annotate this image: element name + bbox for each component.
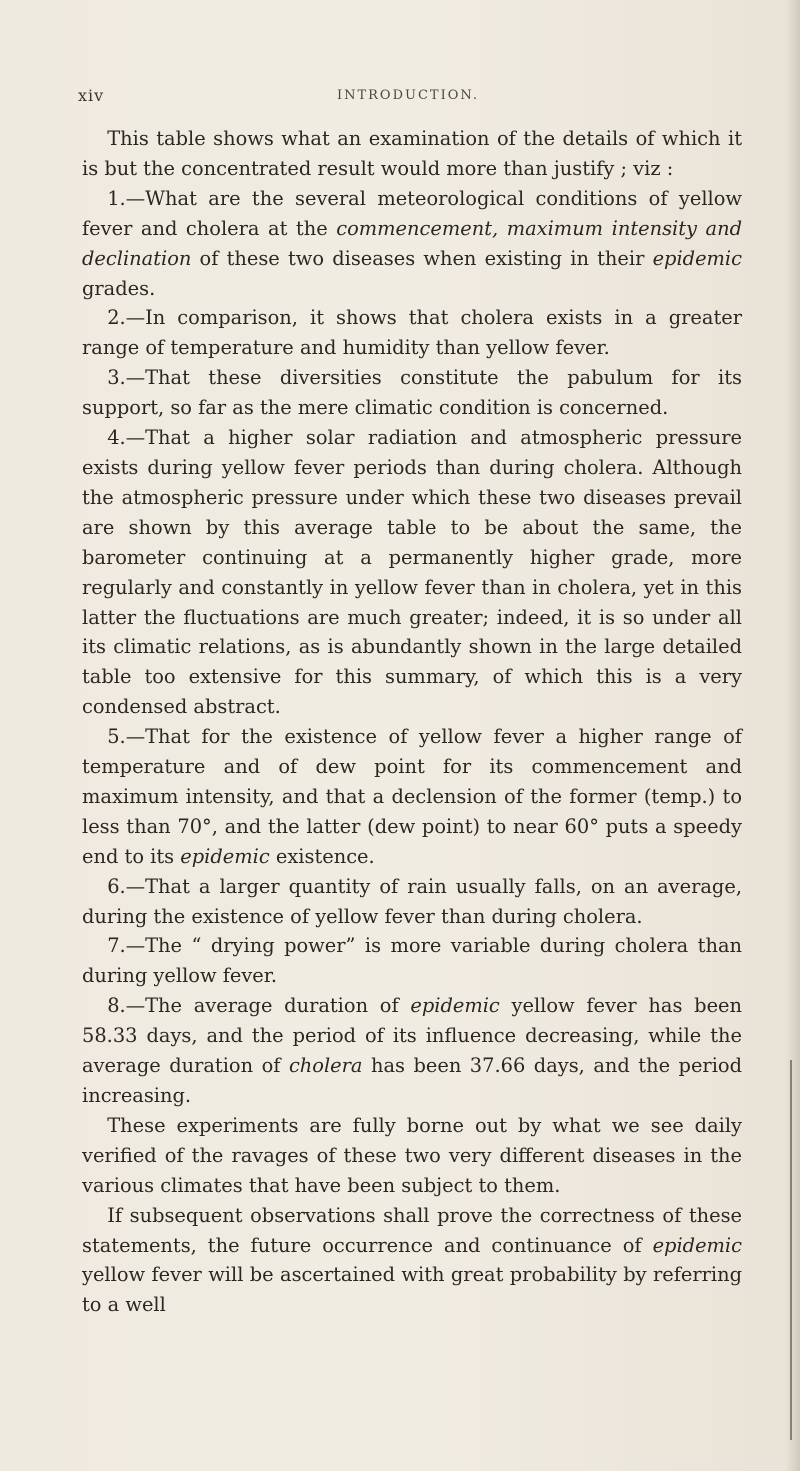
body-text (82, 124, 742, 1320)
italic-text: epidemic (652, 246, 742, 270)
text-segment: has been 37.66 days, and the period increasing. (82, 1054, 742, 1107)
paragraph-p9 (82, 1111, 742, 1201)
text-segment: 3.—That these diversities constitute the pabulum for its support, so far as the mere climatic condition is concerned. (82, 366, 742, 420)
text-segment: 8.—The average duration of (107, 994, 411, 1018)
text-segment: 6.—That a larger quantity of rain usually falls, on an average, during the existence of yellow fever than during cholera. (82, 874, 742, 928)
page-number: xiv (78, 86, 105, 105)
paragraph-p4 (82, 423, 742, 722)
italic-text: epidemic (652, 1233, 742, 1257)
text-segment: 5.—That for the existence of yellow fever a higher range of temperature and of dew point for its commencement and maximum intensity, and that a declension of the former (temp.) to less than 70°, and the latter (dew point) to near 60° puts a speedy end to its (82, 725, 742, 868)
paragraph-p7 (82, 931, 742, 991)
paragraph-p3 (82, 363, 742, 423)
text-segment: 7.—The “ drying power” is more variable during cholera than during yellow fever. (82, 934, 742, 988)
paragraph-p1 (82, 184, 742, 304)
italic-text: epidemic (410, 994, 500, 1018)
text-segment: 2.—In comparison, it shows that cholera exists in a greater range of temperature and humidity than yellow fever. (82, 306, 742, 360)
page-edge-rule (790, 1060, 792, 1440)
paragraph-p6 (82, 872, 742, 932)
paragraph-p8 (82, 991, 742, 1111)
text-segment: of these two diseases when existing in their (191, 246, 653, 270)
text-segment: yellow fever has been 58.33 days, and the period of its influence decreasing, while the average duration of (82, 994, 743, 1078)
italic-text: epidemic (180, 844, 270, 868)
page-edge-shadow (786, 0, 800, 1471)
text-segment: yellow fever will be ascertained with great probability by referring to a well (82, 1263, 742, 1317)
paragraph-p10 (82, 1201, 742, 1321)
italic-text: commencement, maximum intensity and declination (82, 216, 742, 270)
text-segment: grades. (82, 276, 156, 300)
text-segment: This table shows what an examination of the details of which it is but the concentrated result would more than justify ; viz : (82, 127, 742, 180)
text-segment: 1.—What are the several meteorological conditions of yellow fever and cholera at the (82, 186, 742, 240)
paragraph-p5 (82, 722, 742, 872)
text-segment: These experiments are fully borne out by what we see daily verified of the ravages of these two very different diseases in the various climates that have been subject to them. (82, 1113, 742, 1197)
page-header (78, 86, 738, 116)
italic-text: cholera (288, 1054, 363, 1078)
text-segment: If subsequent observations shall prove the correctness of these statements, the future occurrence and continuance of (82, 1203, 742, 1257)
text-segment: existence. (269, 844, 375, 868)
text-segment: 4.—That a higher solar radiation and atmospheric pressure exists during yellow fever periods than during cholera. Although the atmospheric pressure under which these two diseases prevail are shown by this average table to be about the same, the barometer continuing at a permanently higher grade, more regularly and constantly in yellow fever than in cholera, yet in this latter the fluctuations are much greater; indeed, it is so under all its climatic relations, as is abundantly shown in the large detailed table too extensive for this summary, of which this is a very condensed abstract. (82, 426, 742, 719)
paragraph-p2 (82, 303, 742, 363)
paragraph-p0 (82, 124, 742, 184)
running-head: INTRODUCTION. (336, 88, 480, 103)
